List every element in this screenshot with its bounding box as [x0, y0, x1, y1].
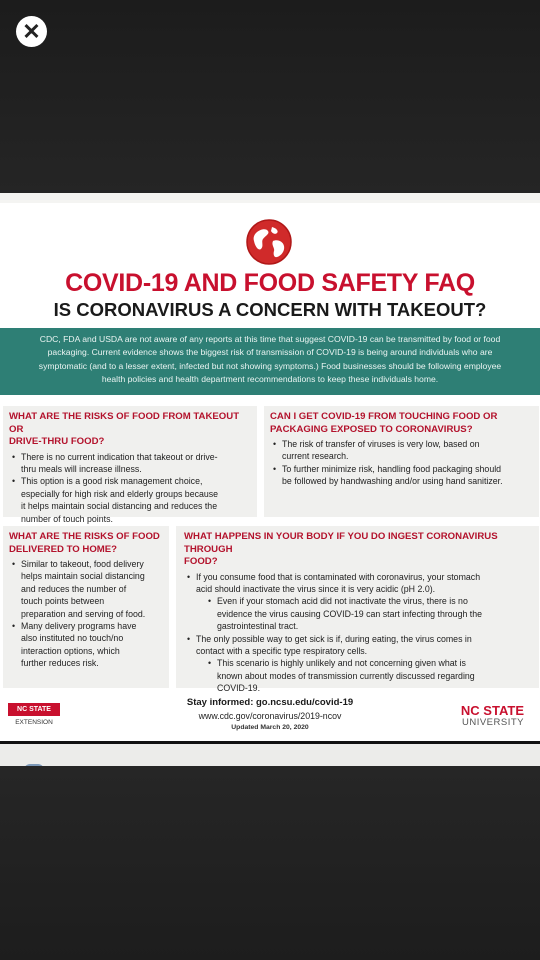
intro-banner: [0, 328, 540, 395]
list-item: • Even if your stomach acid did not inactivate the virus, there is no evidence the virus causing COVID-19 can start infecting through the gastrointestinal tract.: [184, 595, 531, 632]
panel-heading: WHAT ARE THE RISKS OF FOOD FROM TAKEOUT OR DRIVE-THRU FOOD?: [9, 411, 240, 447]
close-icon: ✕: [22, 18, 41, 44]
viewer-bottom-area: [0, 766, 540, 960]
viewer-top-bar: [0, 0, 540, 193]
list-item: • This scenario is highly unlikely and not concerning given what is known about modes of transmission currently discussed regarding COVID-19.: [184, 657, 531, 694]
extension-label: EXTENSION: [15, 719, 53, 726]
bullet-list: [184, 571, 531, 695]
list-item: • There is no current indication that takeout or drive- thru meals will increase illness.: [9, 451, 251, 476]
cdc-link-text: www.cdc.gov/coronavirus/2019-ncov: [198, 711, 342, 721]
list-item: • The risk of transfer of viruses is very low, based on current research.: [270, 438, 533, 463]
poster-subtitle: IS CORONAVIRUS A CONCERN WITH TAKEOUT?: [53, 299, 487, 320]
list-item: • If you consume food that is contaminated with coronavirus, your stomach acid should inactivate the virus since it is very acidic (pH 2.0).: [184, 571, 531, 596]
banner-line: health policies and health department recommendations to keep these individuals home.: [101, 374, 439, 385]
footer-links: [140, 697, 400, 731]
faq-panel-delivery: [3, 526, 169, 688]
updated-date: Updated March 20, 2020: [231, 724, 309, 731]
bullet-list: [270, 438, 533, 488]
faq-panel-packaging: [264, 406, 539, 517]
panel-heading: WHAT HAPPENS IN YOUR BODY IF YOU DO INGEST CORONAVIRUS THROUGH FOOD?: [184, 531, 498, 567]
banner-line: packaging. Current evidence shows the biggest risk of transmission of COVID-19 is being around individuals who are: [47, 347, 493, 358]
photo-viewer-image: [0, 193, 540, 766]
faq-panel-takeout: [3, 406, 257, 524]
faq-panel-ingest: [176, 526, 539, 694]
banner-line: CDC, FDA and USDA are not aware of any reports at this time that suggest COVID-19 can be transmitted by food or food: [39, 334, 501, 344]
list-item: • This option is a good risk management choice, especially for high risk and elderly groups because it helps maintain social distancing and reduces the number of touch points.: [9, 475, 251, 525]
list-item: • To further minimize risk, handling food packaging should be followed by handwashing and/or using hand sanitizer.: [270, 463, 533, 488]
list-item: • Similar to takeout, food delivery helps maintain social distancing and reduces the number of touch points between preparation and serving of food.: [9, 558, 163, 620]
banner-line: symptomatic (and to a lesser extent, infected but not showing symptoms.) Food businesses should be following employee: [38, 360, 502, 371]
close-button[interactable]: [16, 16, 47, 47]
panel-heading: WHAT ARE THE RISKS OF FOOD DELIVERED TO HOME?: [9, 531, 160, 555]
bullet-list: [9, 451, 251, 525]
nc-state-university-logo: NC STATE UNIVERSITY: [460, 703, 524, 728]
faq-poster: [0, 203, 540, 751]
bullet-list: [9, 558, 163, 670]
nc-state-extension-badge: NC STATE: [8, 703, 60, 716]
list-item: • Many delivery programs have also instituted no touch/no interaction options, which further reduces risk.: [9, 620, 163, 670]
globe-icon: [246, 219, 292, 265]
list-item: • The only possible way to get sick is if, during eating, the virus comes in contact with a specific type respiratory cells.: [184, 633, 531, 658]
panel-heading: CAN I GET COVID-19 FROM TOUCHING FOOD OR PACKAGING EXPOSED TO CORONAVIRUS?: [270, 411, 498, 435]
stay-informed-text: Stay informed: go.ncsu.edu/covid-19: [186, 697, 354, 708]
photo-background-strip: [0, 744, 540, 766]
poster-title: COVID-19 AND FOOD SAFETY FAQ: [65, 269, 475, 297]
